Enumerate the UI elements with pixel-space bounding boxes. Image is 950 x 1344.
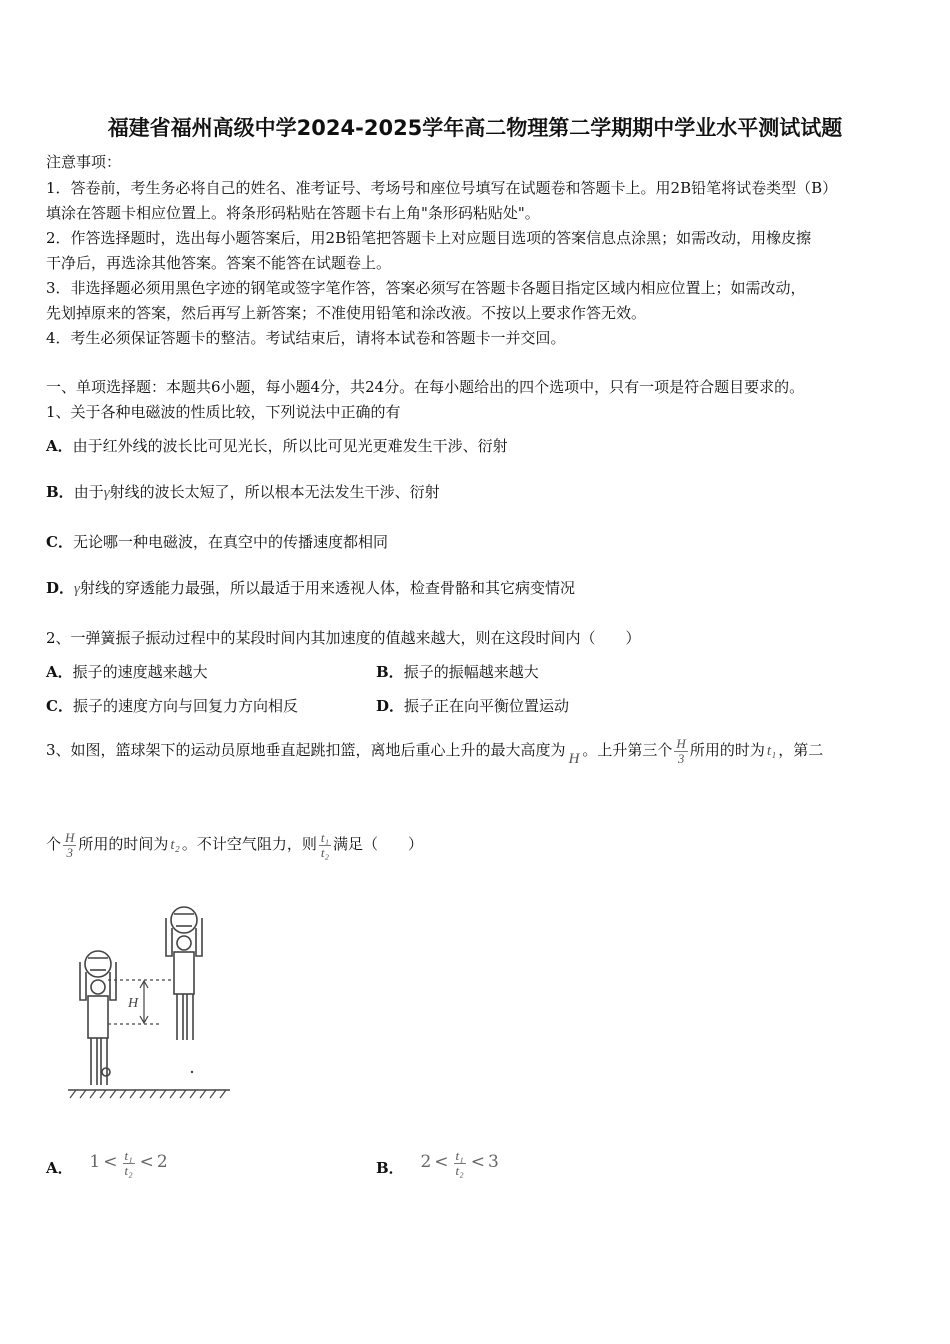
section-heading: 一、单项选择题：本题共6小题，每小题4分，共24分。在每小题给出的四个选项中，只有一项是符合题目要求的。 bbox=[46, 378, 805, 396]
symbol-t1: t₁ bbox=[766, 743, 777, 759]
q3-stem-part8: 满足（ ） bbox=[332, 835, 423, 853]
gamma-symbol: γ bbox=[74, 581, 80, 597]
lt-symbol: < bbox=[470, 1152, 485, 1172]
frac-denominator: t₂ bbox=[124, 1162, 133, 1178]
q2-option-a bbox=[46, 660, 208, 685]
q3-stem-part7: 。不计空气阻力，则 bbox=[181, 835, 317, 853]
notice-line-1a: 1．答卷前，考生务必将自己的姓名、准考证号、考场号和座位号填写在试题卷和答题卡上。用2B铅笔将试卷类型（B） bbox=[46, 179, 838, 197]
q3-stem-part4: ，第二 bbox=[778, 741, 824, 759]
q2-b-label: B． bbox=[376, 663, 404, 681]
page-title: 福建省福州高级中学2024-2025学年高二物理第二学期期中学业水平测试试题 bbox=[107, 116, 843, 140]
q3-stem-line1 bbox=[46, 728, 823, 773]
gamma-symbol: γ bbox=[103, 485, 110, 501]
q2-option-b bbox=[376, 660, 539, 685]
q3-a-label: A． bbox=[46, 1159, 73, 1177]
symbol-t2: t₂ bbox=[170, 837, 180, 853]
q2-a-text: 振子的速度越来越大 bbox=[72, 663, 208, 681]
lt-symbol: < bbox=[103, 1152, 118, 1172]
jumping-person bbox=[166, 907, 202, 1040]
symbol-H: H bbox=[568, 751, 580, 767]
height-guides bbox=[108, 980, 172, 1024]
frac-denominator: t₂ bbox=[320, 844, 329, 860]
q1-a-label: A． bbox=[46, 437, 73, 455]
q3-option-a bbox=[46, 1140, 168, 1184]
q3-b-left: 2 bbox=[420, 1152, 432, 1172]
q1-d-post: 射线的穿透能力最强，所以最适于用来透视人体，检查骨骼和其它病变情况 bbox=[79, 579, 575, 597]
frac-numerator: t₁ bbox=[124, 1147, 133, 1163]
q1-b-post: 射线的波长太短了，所以根本无法发生干涉、衍射 bbox=[109, 483, 440, 501]
q3-option-b bbox=[376, 1140, 499, 1184]
notice-line-3b: 先划掉原来的答案，然后再写上新答案；不准使用铅笔和涂改液。不按以上要求作答无效。 bbox=[46, 304, 647, 322]
q2-c-text: 振子的速度方向与回复力方向相反 bbox=[72, 697, 298, 715]
q3-stem-part2: 。上升第三个 bbox=[582, 741, 673, 759]
notice-line-4: 4．考生必须保证答题卡的整洁。考试结束后，请将本试卷和答题卡一并交回。 bbox=[46, 329, 566, 347]
fraction-H-over-3 bbox=[63, 831, 76, 860]
height-label-H: H bbox=[128, 996, 139, 1011]
q1-option-b bbox=[46, 480, 440, 506]
frac-denominator: 3 bbox=[677, 750, 685, 766]
frac-numerator: H bbox=[65, 829, 75, 845]
notice-line-3a: 3．非选择题必须用黑色字迹的钢笔或签字笔作答，答案必须写在答题卡各题目指定区域内相应位置上；如需改动， bbox=[46, 279, 806, 297]
fraction-H-over-3 bbox=[674, 737, 687, 766]
ground-hatching bbox=[70, 1090, 226, 1098]
frac-numerator: H bbox=[676, 735, 686, 751]
q1-option-c bbox=[46, 530, 388, 555]
q2-d-text: 振子正在向平衡位置运动 bbox=[404, 697, 570, 715]
q1-b-pre: 由于 bbox=[73, 483, 104, 501]
q3-stem-part3: 所用的时为 bbox=[689, 741, 765, 759]
q1-b-label: B． bbox=[46, 483, 74, 501]
q2-b-text: 振子的振幅越来越大 bbox=[403, 663, 539, 681]
q1-d-label: D． bbox=[46, 579, 75, 597]
q2-c-label: C． bbox=[46, 697, 73, 715]
frac-denominator: t₂ bbox=[455, 1162, 464, 1178]
q3-stem-part1: 3、如图，篮球架下的运动员原地垂直起跳扣篮，离地后重心上升的最大高度为 bbox=[46, 741, 566, 759]
q3-stem-part5: 个 bbox=[46, 835, 62, 853]
lt-symbol: < bbox=[139, 1152, 154, 1172]
q3-a-left: 1 bbox=[89, 1152, 101, 1172]
q2-d-label: D． bbox=[376, 697, 405, 715]
basketball-jump-figure bbox=[60, 900, 240, 1105]
q1-stem: 1、关于各种电磁波的性质比较，下列说法中正确的有 bbox=[46, 403, 401, 421]
q3-b-label: B． bbox=[376, 1159, 404, 1177]
q3-a-right: 2 bbox=[156, 1152, 168, 1172]
frac-numerator: t₁ bbox=[320, 829, 329, 845]
notice-line-2b: 干净后，再选涂其他答案。答案不能答在试题卷上。 bbox=[46, 254, 392, 272]
notice-line-2a: 2．作答选择题时，选出每小题答案后，用2B铅笔把答题卡上对应题目选项的答案信息点涂黑；如需改动，用橡皮擦 bbox=[46, 229, 812, 247]
q1-c-label: C． bbox=[46, 533, 73, 551]
dot-mark bbox=[191, 1071, 193, 1073]
q2-stem: 2、一弹簧振子振动过程中的某段时间内其加速度的值越来越大，则在这段时间内（ ） bbox=[46, 629, 641, 647]
lt-symbol: < bbox=[434, 1152, 449, 1172]
frac-denominator: 3 bbox=[66, 844, 73, 860]
q3-b-right: 3 bbox=[487, 1152, 499, 1172]
q2-option-d bbox=[376, 694, 569, 719]
notice-heading: 注意事项： bbox=[46, 153, 122, 171]
q3-stem-line2 bbox=[46, 822, 423, 867]
standing-person bbox=[80, 951, 116, 1085]
q3-stem-part6: 所用的时间为 bbox=[78, 835, 169, 853]
q2-a-label: A． bbox=[46, 663, 73, 681]
q1-a-text: 由于红外线的波长比可见光长，所以比可见光更难发生干涉、衍射 bbox=[72, 437, 508, 455]
q1-c-text: 无论哪一种电磁波，在真空中的传播速度都相同 bbox=[72, 533, 388, 551]
q2-option-c bbox=[46, 694, 298, 719]
q1-option-a bbox=[46, 434, 508, 459]
fraction-t1-over-t2 bbox=[319, 831, 331, 860]
notice-line-1b: 填涂在答题卡相应位置上。将条形码粘贴在答题卡右上角"条形码粘贴处"。 bbox=[46, 204, 540, 222]
q1-option-d bbox=[46, 576, 575, 602]
frac-numerator: t₁ bbox=[455, 1147, 464, 1163]
fraction-t1-over-t2 bbox=[123, 1149, 135, 1178]
fraction-t1-over-t2 bbox=[454, 1149, 466, 1178]
